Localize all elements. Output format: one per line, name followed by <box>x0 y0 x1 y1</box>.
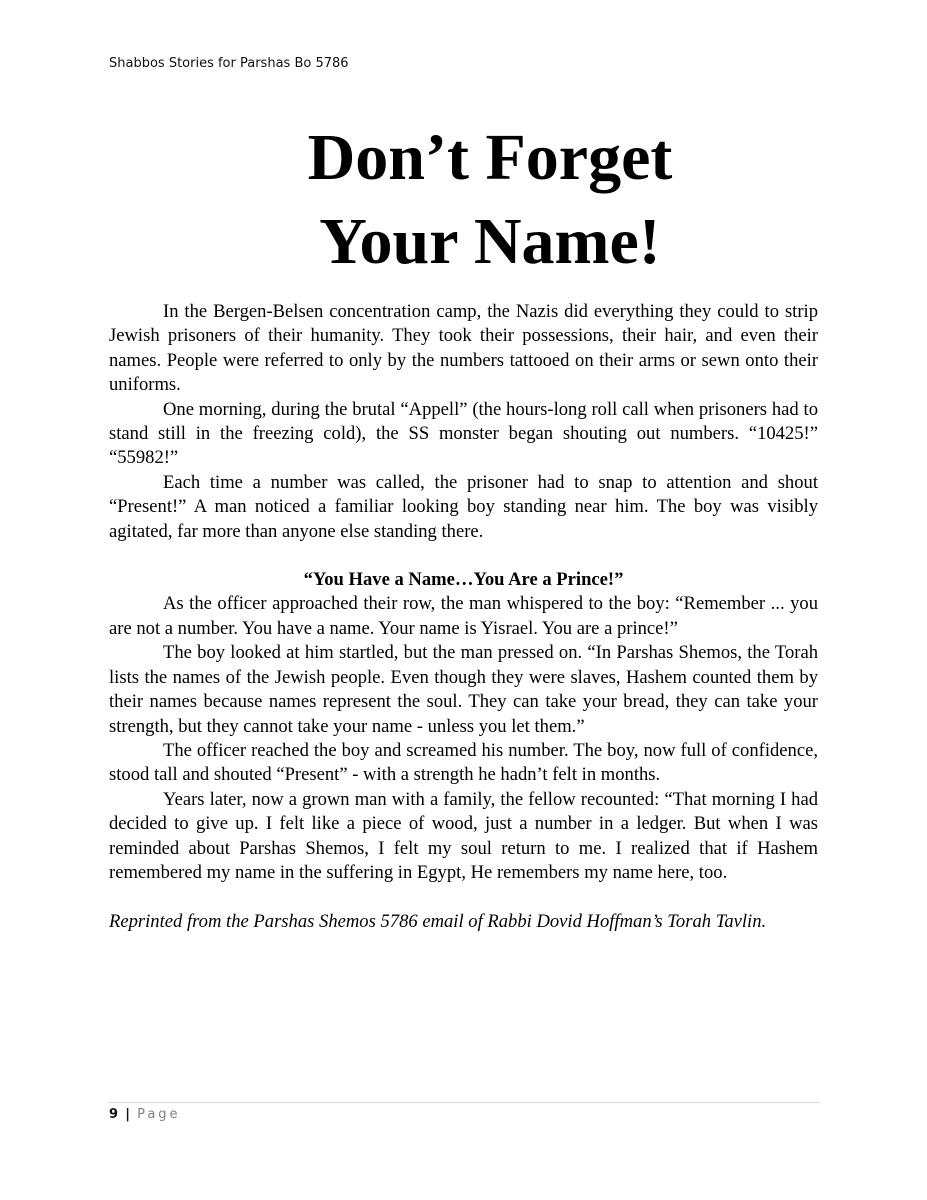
article-body <box>109 300 818 934</box>
source-credit: Reprinted from the Parshas Shemos 5786 email of Rabbi Dovid Hoffman’s Torah Tavlin. <box>109 911 767 933</box>
paragraph: Each time a number was called, the prisoner had to snap to attention and shout “Present!” A man noticed a familiar looking boy standing near him. The boy was visibly agitated, far more than anyone else standing there. <box>109 471 818 542</box>
article-title-line-1: Don’t Forget <box>307 121 673 194</box>
section-subheading: “You Have a Name…You Are a Prince!” <box>303 569 624 591</box>
paragraph: As the officer approached their row, the man whispered to the boy: “Remember ... you are not a number. You have a name. Your name is Yisrael. You are a prince!” <box>109 593 818 639</box>
paragraph: Years later, now a grown man with a family, the fellow recounted: “That morning I had decided to give up. I felt like a piece of wood, just a number in a ledger. But when I was reminded about Parshas Shemos, I felt my soul return to me. I realized that if Hashem remembered my name in the suffering in Egypt, He remembers my name here, too. <box>109 788 818 883</box>
paragraph: The officer reached the boy and screamed his number. The boy, now full of confidence, stood tall and shouted “Present” - with a strength he hadn’t felt in months. <box>109 739 818 786</box>
paragraph: One morning, during the brutal “Appell” (the hours-long roll call when prisoners had to stand still in the freezing cold), the SS monster began shouting out numbers. “10425!” “55982!” <box>109 398 818 469</box>
paragraph: In the Bergen-Belsen concentration camp, the Nazis did everything they could to strip Jewish prisoners of their humanity. They took their possessions, their hair, and even their names. People were referred to only by the numbers tattooed on their arms or sewn onto their uniforms. <box>109 301 818 396</box>
page-footer <box>109 1107 181 1122</box>
footer-divider <box>108 1102 820 1103</box>
article-title <box>60 116 920 284</box>
article-title-line-2: Your Name! <box>319 205 661 278</box>
running-header: Shabbos Stories for Parshas Bo 5786 <box>109 56 349 71</box>
page-number: 9 <box>109 1107 119 1122</box>
paragraph: The boy looked at him startled, but the man pressed on. “In Parshas Shemos, the Torah lists the names of the Jewish people. Even though they were slaves, Hashem counted them by their names because names represent the soul. They can take your bread, they can take your strength, but they cannot take your name - unless you let them.” <box>109 642 818 737</box>
page-label: Page <box>137 1107 181 1122</box>
footer-separator: | <box>125 1107 130 1122</box>
